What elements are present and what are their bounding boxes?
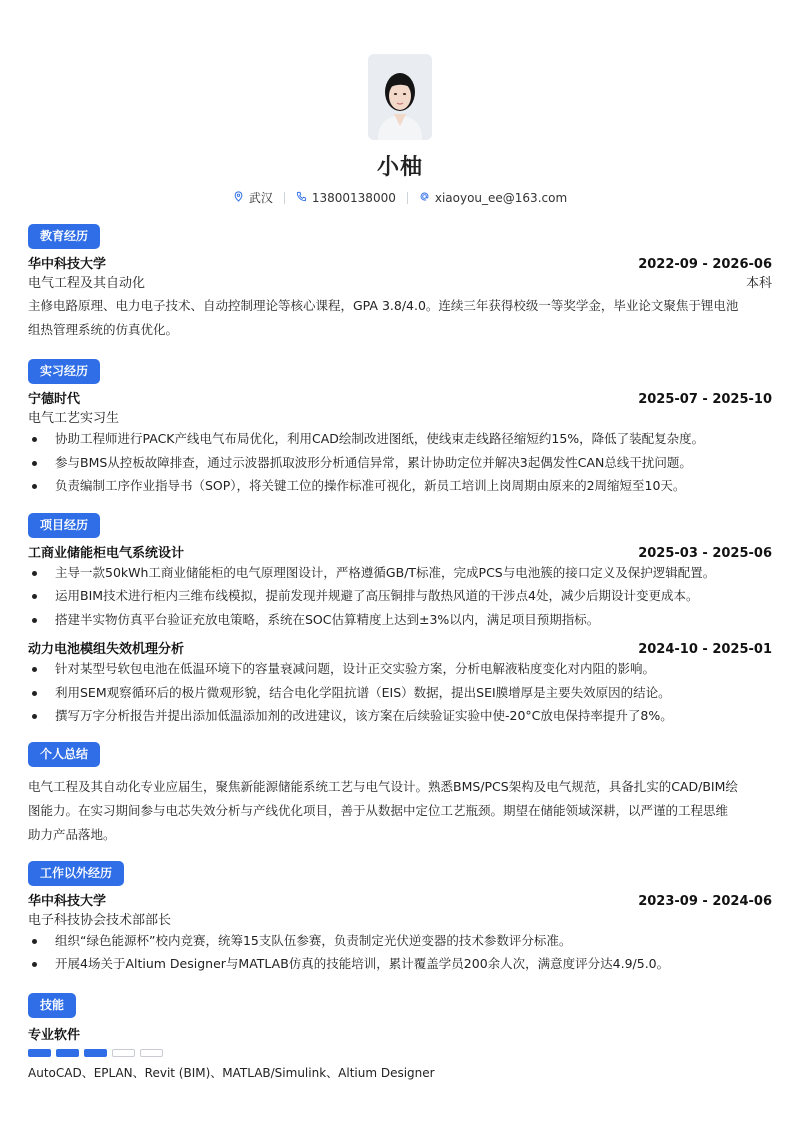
skill-category: 专业软件 xyxy=(28,1027,81,1043)
extracurricular-header-row xyxy=(28,890,772,909)
location-text: 武汉 xyxy=(248,191,273,205)
list-item: 利用SEM观察循环后的极片微观形貌，结合电化学阻抗谱（EIS）数据，提出SEI膜增厚是主要失效原因的结论。 xyxy=(28,681,772,705)
summary-line: 电气工程及其自动化专业应届生，聚焦新能源储能系统工艺与电气设计。熟悉BMS/PCS架构及电气规范，具备扎实的CAD/BIM绘 xyxy=(28,778,738,794)
internship-role: 电气工艺实习生 xyxy=(28,411,120,426)
summary-section xyxy=(28,742,772,847)
education-sub-row xyxy=(28,272,772,291)
projects-section xyxy=(28,513,772,728)
resume-header xyxy=(28,0,772,206)
major: 电气工程及其自动化 xyxy=(28,276,146,291)
extracurricular-role: 电子科技协会技术部部长 xyxy=(28,912,172,928)
skill-level-segment xyxy=(28,1049,51,1057)
project-bullets xyxy=(28,657,772,728)
education-desc-line: 主修电路原理、电力电子技术、自动控制理论等核心课程，GPA 3.8/4.0。连续三年获得校级一等奖学金，毕业论文聚焦于锂电池 xyxy=(28,298,739,313)
internship-bullets xyxy=(28,427,772,498)
phone-icon xyxy=(296,191,307,205)
avatar xyxy=(368,54,432,140)
degree: 本科 xyxy=(745,276,772,291)
list-item: 运用BIM技术进行柜内三维布线模拟，提前发现并规避了高压铜排与散热风道的干涉点4处，减少后期设计变更成本。 xyxy=(28,584,772,608)
skill-level-segment xyxy=(84,1049,107,1057)
section-title-skills: 技能 xyxy=(28,993,76,1018)
summary-line: 助力产品落地。 xyxy=(28,826,116,842)
phone-text: 13800138000 xyxy=(311,190,396,205)
project-name: 动力电池模组失效机理分析 xyxy=(28,642,185,657)
skill-level-segment xyxy=(56,1049,79,1057)
education-header-row xyxy=(28,253,772,272)
section-title-summary: 个人总结 xyxy=(28,742,100,767)
email-text[interactable]: xiaoyou_ee@163.com xyxy=(434,190,568,205)
education-dates: 2022-09 - 2026-06 xyxy=(638,257,772,272)
extracurricular-section xyxy=(28,861,772,976)
candidate-name: 小柚 xyxy=(376,155,423,180)
list-item: 组织“绿色能源杯”校内竞赛，统筹15支队伍参赛，负责制定光伏逆变器的技术参数评分标准。 xyxy=(28,929,772,953)
internship-header-row xyxy=(28,388,772,407)
list-item: 撰写万字分析报告并提出添加低温添加剂的改进建议，该方案在后续验证实验中使-20°C放电保持率提升了8%。 xyxy=(28,704,772,728)
contact-phone xyxy=(285,191,407,205)
section-title-extracurricular: 工作以外经历 xyxy=(28,861,124,886)
contact-info xyxy=(28,189,772,206)
education-section xyxy=(28,224,772,342)
extracurricular-bullets xyxy=(28,929,772,976)
section-title-projects: 项目经历 xyxy=(28,513,100,538)
location-pin-icon xyxy=(233,191,244,205)
project-bullets xyxy=(28,561,772,632)
section-title-internship: 实习经历 xyxy=(28,359,100,384)
project-dates: 2025-03 - 2025-06 xyxy=(638,545,772,561)
company-name: 宁德时代 xyxy=(28,392,81,407)
list-item: 协助工程师进行PACK产线电气布局优化，利用CAD绘制改进图纸，使线束走线路径缩短约15%，降低了装配复杂度。 xyxy=(28,427,772,451)
school-name: 华中科技大学 xyxy=(28,257,107,272)
skills-section xyxy=(28,993,772,1081)
project-name: 工商业储能柜电气系统设计 xyxy=(28,545,185,561)
project-dates: 2024-10 - 2025-01 xyxy=(638,642,772,657)
project-header-row xyxy=(28,638,772,657)
summary-line: 图能力。在实习期间参与电芯失效分析与产线优化项目，善于从数据中定位工艺瓶颈。期望在储能领域深耕，以严谨的工程思维 xyxy=(28,802,729,818)
contact-email[interactable] xyxy=(408,191,578,205)
list-item: 主导一款50kWh工商业储能柜的电气原理图设计，严格遵循GB/T标准，完成PCS与电池簇的接口定义及保护逻辑配置。 xyxy=(28,561,772,585)
education-desc-line: 组热管理系统的仿真优化。 xyxy=(28,322,179,337)
skill-level-segment xyxy=(112,1049,135,1057)
list-item: 针对某型号软包电池在低温环境下的容量衰减问题，设计正交实验方案，分析电解液粘度变化对内阻的影响。 xyxy=(28,657,772,681)
list-item: 负责编制工序作业指导书（SOP），将关键工位的操作标准可视化，新员工培训上岗周期由原来的2周缩短至10天。 xyxy=(28,474,772,498)
summary-text xyxy=(28,775,772,847)
internship-dates: 2025-07 - 2025-10 xyxy=(638,392,772,407)
skill-level-segment xyxy=(140,1049,163,1057)
contact-location xyxy=(222,189,284,206)
internship-section xyxy=(28,359,772,498)
project-header-row xyxy=(28,542,772,561)
skill-level-bar xyxy=(28,1049,772,1057)
list-item: 搭建半实物仿真平台验证充放电策略，系统在SOC估算精度上达到±3%以内，满足项目预期指标。 xyxy=(28,608,772,632)
list-item: 开展4场关于Altium Designer与MATLAB仿真的技能培训，累计覆盖学员200余人次，满意度评分达4.9/5.0。 xyxy=(28,952,772,976)
extracurricular-dates: 2023-09 - 2024-06 xyxy=(638,893,772,909)
email-at-icon xyxy=(419,191,430,205)
extracurricular-org: 华中科技大学 xyxy=(28,893,107,909)
list-item: 参与BMS从控板故障排查，通过示波器抓取波形分析通信异常，累计协助定位并解决3起偶发性CAN总线干扰问题。 xyxy=(28,451,772,475)
section-title-education: 教育经历 xyxy=(28,224,100,249)
education-description xyxy=(28,294,772,342)
skill-list: AutoCAD、EPLAN、Revit (BIM)、MATLAB/Simulink、Altium Designer xyxy=(28,1065,435,1080)
